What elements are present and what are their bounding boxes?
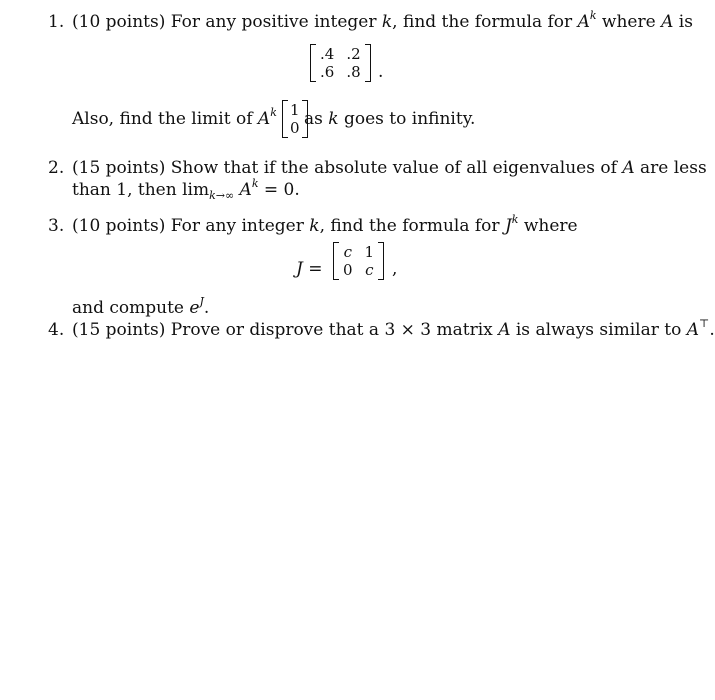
- vector-e1: 1 0: [282, 100, 308, 138]
- problem-2-number: 2.: [48, 158, 65, 178]
- problem-4-statement: (15 points) Prove or disprove that a 3 × 3 matrix A is always similar to A⊤.: [72, 317, 715, 340]
- problem-3-number: 3.: [48, 216, 65, 236]
- problem-1-number: 1.: [48, 12, 65, 32]
- problem-4-points: (15 points): [72, 320, 166, 340]
- problem-3-points: (10 points): [72, 216, 166, 236]
- problem-3-compute: and compute $e^J$.: [72, 295, 210, 318]
- problem-2-points: (15 points): [72, 158, 166, 178]
- problem-1-statement: (10 points) For any positive integer k, find the formula for $A^k$ where A is: [72, 9, 693, 32]
- problem-3-statement: (10 points) For any integer k, find the formula for $J^k$ where: [72, 213, 578, 236]
- equation-J-lhs: J =: [296, 259, 323, 279]
- problem-2-line-2: than 1, then $\lim_{k\to\infty} A^k = 0$.: [72, 177, 300, 202]
- problem-2-line-1: (15 points) Show that if the absolute value of all eigenvalues of A are less: [72, 158, 707, 178]
- matrix-J-comma: ,: [392, 259, 398, 279]
- problem-1-limit-statement: Also, find the limit of $A^k$: [72, 106, 277, 129]
- problem-1-points: (10 points): [72, 12, 166, 32]
- matrix-J: c 1 0 c: [333, 242, 384, 280]
- problem-4-number: 4.: [48, 320, 65, 340]
- problem-1-limit-tail: as k goes to infinity.: [304, 109, 476, 129]
- matrix-A-period: .: [378, 62, 384, 82]
- matrix-A: .4 .2 .6 .8: [310, 44, 371, 82]
